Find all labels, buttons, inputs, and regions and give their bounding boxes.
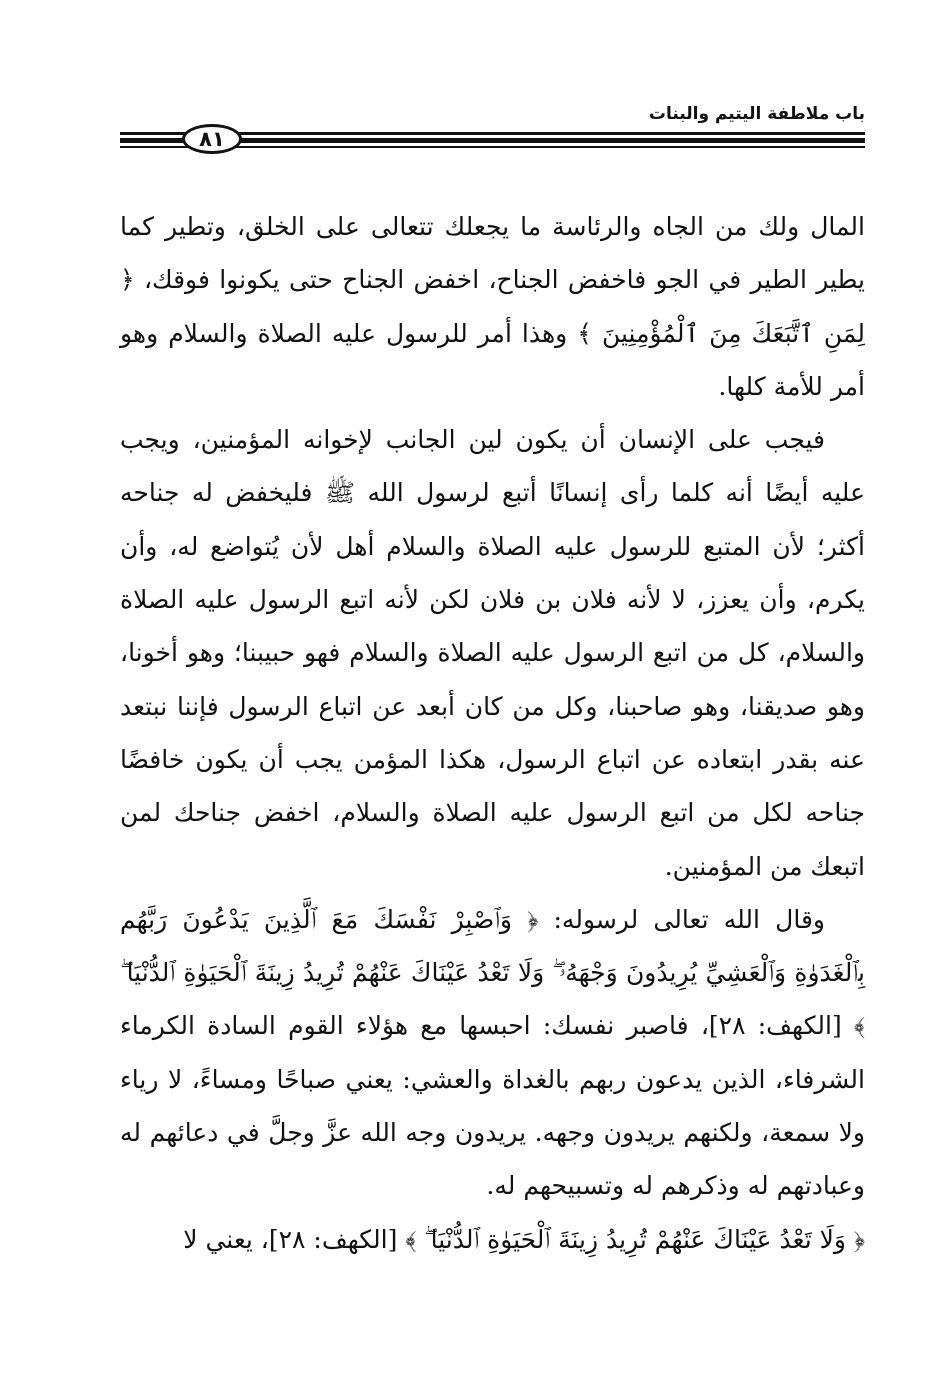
paragraph-4 bbox=[120, 1213, 865, 1266]
quran-verse: ﴿ لِمَنِ ٱتَّبَعَكَ مِنَ ٱلْمُؤْمِنِينَ ﴾ bbox=[120, 265, 865, 348]
paragraph-2: فيجب على الإنسان أن يكون لين الجانب لإخوانه المؤمنين، ويجب عليه أيضًا أنه كلما رأى إنسانًا أتبع لرسول الله ﷺ فليخفض له جناحه أكثر؛ لأن المتبع للرسول عليه الصلاة والسلام أهل لأن يُتواضع له، وأن يكرم، وأن يعزز، لا لأنه فلان بن فلان لكن لأنه اتبع الرسول عليه الصلاة والسلام، كل من اتبع الرسول عليه الصلاة والسلام فهو حبيبنا؛ وهو أخونا، وهو صديقنا، وهو صاحبنا، وكل من كان أبعد عن اتباع الرسول فإننا نبتعد عنه بقدر ابتعاده عن اتباع الرسول، هكذا المؤمن يجب أن يكون خافضًا جناحه لكل من اتبع الرسول عليه الصلاة والسلام، اخفض جناحك لمن اتبعك من المؤمنين. bbox=[120, 425, 865, 881]
paragraph-1 bbox=[120, 200, 865, 413]
paragraph-text: المال ولك من الجاه والرئاسة ما يجعلك تتعالى على الخلق، وتطير كما يطير الطير في الجو فاخفض الجناح، اخفض الجناح حتى يكونوا فوقك، bbox=[120, 212, 865, 295]
paragraph-3 bbox=[120, 893, 865, 1213]
quran-verse: ﴿ وَٱصْبِرْ نَفْسَكَ مَعَ ٱلَّذِينَ يَدْعُونَ رَبَّهُم بِٱلْغَدَوٰةِ وَٱلْعَشِيِّ يُرِيدُونَ وَجْهَهُۥ ۖ وَلَا تَعْدُ عَيْنَاكَ عَنْهُمْ تُرِيدُ زِينَةَ ٱلْحَيَوٰةِ ٱلدُّنْيَا ۖ ﴾ bbox=[120, 904, 866, 1041]
paragraph-text: [الكهف: ٢٨]، فاصبر نفسك: احبسها مع هؤلاء القوم السادة الكرماء الشرفاء، الذين يدعون ربهم بالغداة والعشي: يعني صباحًا ومساءً، لا رياء ولا سمعة، ولكنهم يريدون وجهه. يريدون وجه الله عزَّ وجلَّ في دعائهم له وعبادتهم له وذكرهم له وتسبيحهم له. bbox=[120, 1011, 865, 1201]
paragraph-text: وقال الله تعالى لرسوله: bbox=[538, 904, 825, 934]
paragraph-text: [الكهف: ٢٨]، يعني لا bbox=[183, 1224, 406, 1254]
quran-verse: ﴿ وَلَا تَعْدُ عَيْنَاكَ عَنْهُمْ تُرِيدُ زِينَةَ ٱلْحَيَوٰةِ ٱلدُّنْيَا ۖ ﴾ bbox=[405, 1224, 865, 1254]
page-number: ٨١ bbox=[182, 124, 242, 154]
paragraph-text: وهذا أمر للرسول عليه الصلاة والسلام وهو أمر للأمة كلها. bbox=[120, 318, 865, 401]
page-body bbox=[120, 200, 865, 1266]
chapter-title: باب ملاطفة اليتيم والبنات bbox=[648, 104, 865, 124]
